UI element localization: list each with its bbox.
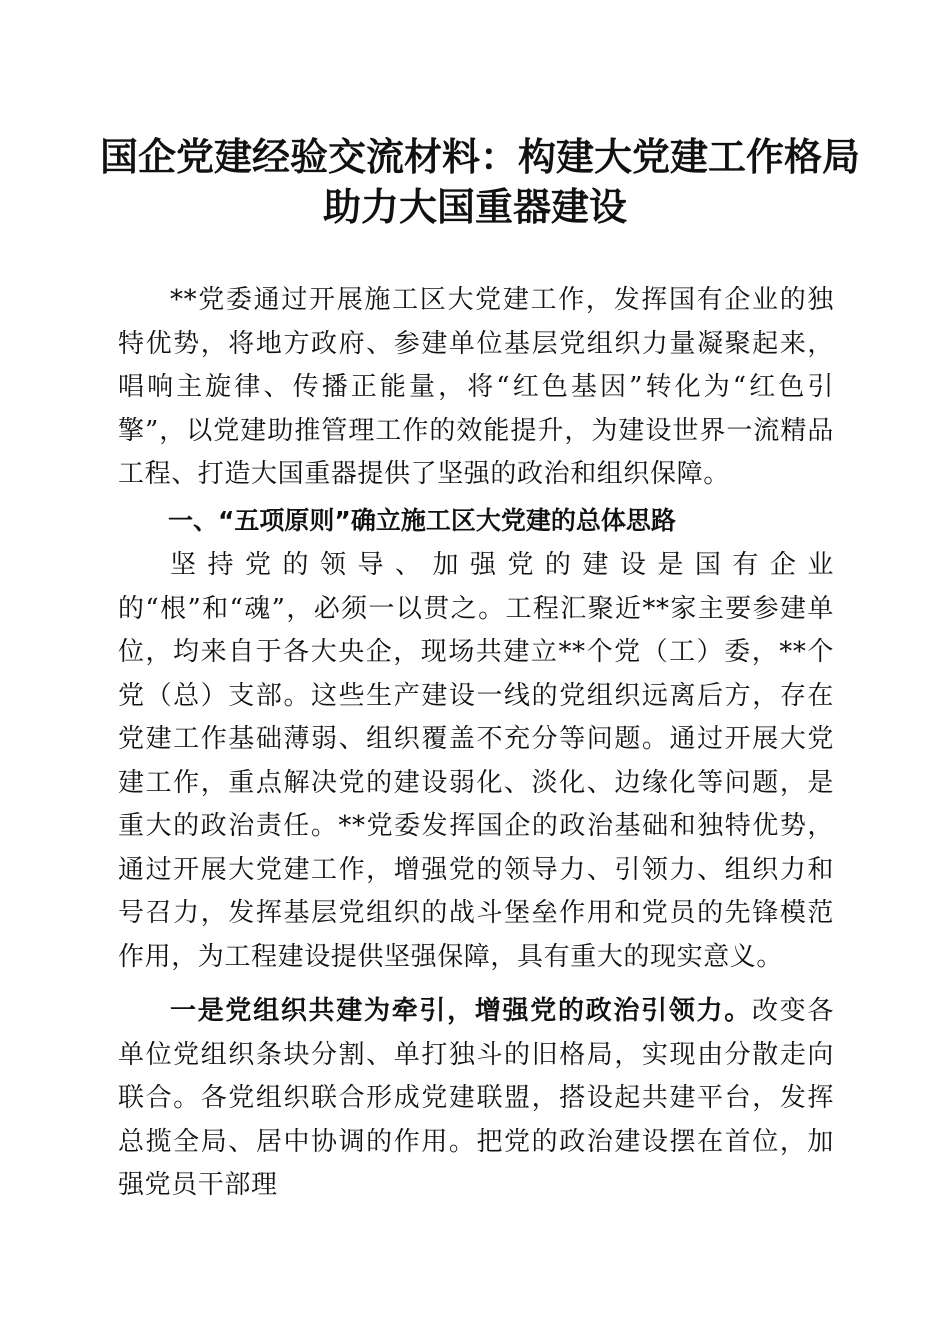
section-heading-1: 一、“五项原则”确立施工区大党建的总体思路 [168, 506, 676, 535]
document-title [100, 132, 861, 232]
principles-paragraph [118, 544, 834, 979]
intro-paragraph [118, 279, 834, 497]
principles-paragraph-text: 坚持党的领导、加强党的建设是国有企业的“根”和“魂”，必须一以贯之。工程汇聚近**家主要参建单位，均来自于各大央企，现场共建立**个党（工）委，**个党（总）支部。这些生产建设一线的党组织远离后方，存在党建工作基础薄弱、组织覆盖不充分等问题。通过开展大党建工作，重点解决党的建设弱化、淡化、边缘化等问题，是重大的政治责任。**党委发挥国企的政治基础和独特优势，通过开展大党建工作，增强党的领导力、引领力、组织力和号召力，发挥基层党组织的战斗堡垒作用和党员的先锋模范作用，为工程建设提供坚强保障，具有重大的现实意义。 [118, 550, 834, 972]
document-title-line-2: 助力大国重器建设 [322, 184, 627, 229]
paragraph-lead-in: 一是党组织共建为牵引，增强党的政治引领力。 [170, 996, 752, 1026]
party-building-paragraph-text [118, 990, 834, 1208]
paragraph-body: 改变各单位党组织条块分割、单打独斗的旧格局，实现由分散走向联合。各党组织联合形成党建联盟，搭设起共建平台，发挥总揽全局、居中协调的作用。把党的政治建设摆在首位，加强党员干部理 [118, 996, 834, 1200]
party-building-paragraph [118, 990, 834, 1208]
document-title-line-1: 国企党建经验交流材料：构建大党建工作格局 [100, 134, 861, 179]
intro-paragraph-text: **党委通过开展施工区大党建工作，发挥国有企业的独特优势，将地方政府、参建单位基层党组织力量凝聚起来，唱响主旋律、传播正能量，将“红色基因”转化为“红色引擎”，以党建助推管理工作的效能提升，为建设世界一流精品工程、打造大国重器提供了坚强的政治和组织保障。 [118, 285, 834, 489]
